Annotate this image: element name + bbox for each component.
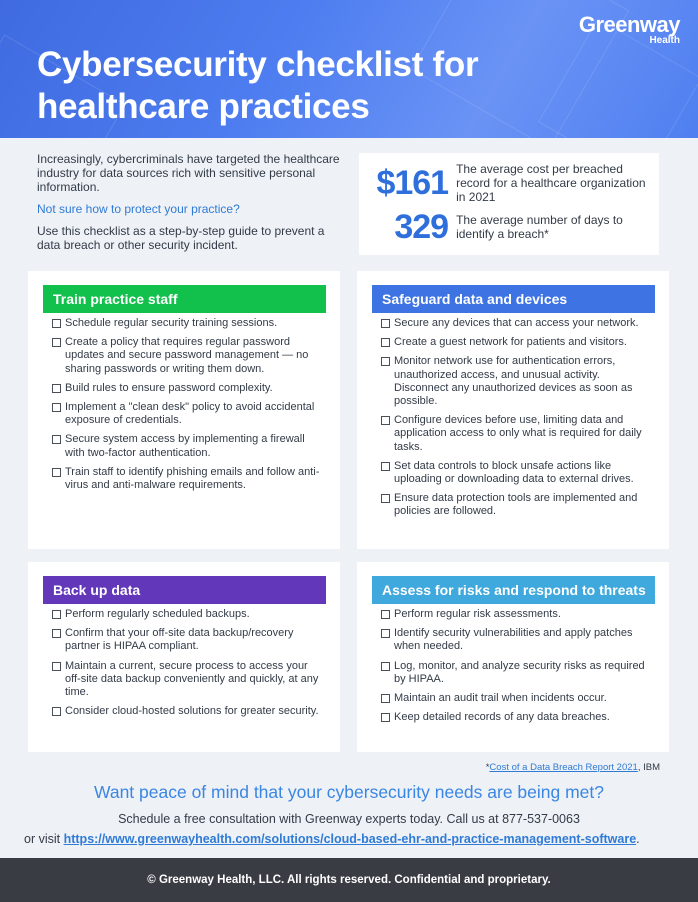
- checklist-item: [381, 711, 653, 724]
- checkbox[interactable]: [381, 694, 390, 703]
- checkbox[interactable]: [381, 416, 390, 425]
- checklist-item: [52, 433, 324, 459]
- checklist-item-label: Identify security vulnerabilities and apply patches when needed.: [394, 627, 633, 653]
- checklist-item-label: Train staff to identify phishing emails and follow anti-virus and anti-malware requirements.: [65, 465, 320, 492]
- stats-box: [359, 153, 659, 255]
- stat-value: 329: [394, 207, 449, 246]
- card-safeguard-data: [357, 271, 669, 549]
- checklist-item-label: Log, monitor, and analyze security risks as required by HIPAA.: [394, 659, 645, 685]
- checkbox[interactable]: [381, 462, 390, 471]
- checklist-item: [52, 608, 324, 621]
- checklist-item: [52, 627, 324, 653]
- checklist-item: [52, 466, 324, 492]
- checkbox[interactable]: [52, 468, 61, 477]
- checklist-item: [381, 608, 653, 621]
- checklist-item: [52, 382, 324, 395]
- page-title: Cybersecurity checklist for healthcare practices: [37, 45, 479, 126]
- checkbox[interactable]: [52, 629, 61, 638]
- visit-suffix: .: [636, 832, 640, 846]
- checkbox[interactable]: [52, 707, 61, 716]
- greenway-logo[interactable]: [579, 12, 680, 46]
- checklist-item: [381, 414, 653, 454]
- checklist-item: [52, 336, 324, 376]
- card-train-staff: [28, 271, 340, 549]
- checkbox[interactable]: [52, 662, 61, 671]
- checklist: [40, 608, 328, 718]
- checklist-item-label: Schedule regular security training sessions.: [65, 317, 278, 329]
- visit-line: [24, 832, 640, 846]
- footer: [0, 858, 698, 902]
- checklist-item: [381, 317, 653, 330]
- checklist-item-label: Set data controls to block unsafe actions like uploading or downloading data to external drives.: [394, 459, 634, 486]
- stat-description: The average number of days to identify a breach*: [456, 213, 623, 241]
- copyright-text: © Greenway Health, LLC. All rights reserved. Confidential and proprietary.: [147, 874, 551, 886]
- schedule-text: Schedule a free consultation with Greenway experts today. Call us at 877-537-0063: [118, 812, 580, 826]
- checklist-item-label: Create a policy that requires regular password updates and secure password management — no sharing passwords or writing them down.: [65, 336, 309, 375]
- card-heading: Safeguard data and devices: [372, 285, 655, 313]
- stat-value: $161: [376, 163, 449, 202]
- website-link[interactable]: https://www.greenwayhealth.com/solutions/cloud-based-ehr-and-practice-management-software: [63, 832, 637, 846]
- checklist-item-label: Create a guest network for patients and visitors.: [394, 336, 627, 349]
- footnote-prefix: *: [485, 762, 490, 773]
- checklist-item-label: Maintain an audit trail when incidents occur.: [394, 692, 607, 705]
- checkbox[interactable]: [52, 610, 61, 619]
- card-heading: Train practice staff: [43, 285, 326, 313]
- checklist-item-label: Consider cloud-hosted solutions for greater security.: [65, 705, 319, 718]
- checklist: [369, 317, 657, 519]
- footnote: [486, 762, 660, 773]
- intro-section: [37, 152, 347, 260]
- card-heading: Back up data: [43, 576, 326, 604]
- checkbox[interactable]: [381, 494, 390, 503]
- checklist-item: [381, 355, 653, 408]
- checkbox[interactable]: [381, 357, 390, 366]
- checklist-item: [52, 660, 324, 700]
- checklist-item: [381, 460, 653, 486]
- logo-name: Greenway: [578, 12, 680, 37]
- checklist-item: [381, 336, 653, 349]
- checklist-item-label: Secure any devices that can access your network.: [394, 317, 639, 329]
- checklist-item: [52, 317, 324, 330]
- card-heading: Assess for risks and respond to threats: [372, 576, 655, 604]
- checkbox[interactable]: [381, 319, 390, 328]
- intro-question: Not sure how to protect your practice?: [37, 202, 240, 216]
- checkbox[interactable]: [381, 713, 390, 722]
- footnote-suffix: , IBM: [637, 762, 660, 773]
- checkbox[interactable]: [381, 662, 390, 671]
- checklist: [369, 608, 657, 724]
- checklist-item: [52, 705, 324, 718]
- cta-headline: Want peace of mind that your cybersecurity needs are being met?: [93, 782, 605, 802]
- footnote-link[interactable]: Cost of a Data Breach Report 2021: [489, 762, 638, 773]
- checklist-item-label: Configure devices before use, limiting data and application access to only what is required for daily tasks.: [394, 414, 642, 453]
- checklist-item-label: Implement a "clean desk" policy to avoid accidental exposure of credentials.: [65, 401, 315, 427]
- checklist-item-label: Perform regularly scheduled backups.: [65, 608, 250, 620]
- stat-description: The average cost per breached record for a healthcare organization in 2021: [456, 162, 646, 204]
- checklist-item: [52, 401, 324, 427]
- checklist-item: [381, 492, 653, 518]
- stat-item: [369, 205, 649, 249]
- intro-paragraph: Increasingly, cybercriminals have targeted the healthcare industry for data sources rich with sensitive personal information.: [37, 152, 340, 194]
- checkbox[interactable]: [52, 338, 61, 347]
- header-banner: [0, 0, 698, 138]
- checklist-item-label: Build rules to ensure password complexity.: [65, 381, 273, 394]
- checklist-item-label: Monitor network use for authentication errors, unauthorized access, and unusual activity. Disconnect any unauthorized devices as soon as possible.: [394, 355, 633, 408]
- checklist: [40, 317, 328, 492]
- stat-item: [369, 161, 649, 205]
- card-backup-data: [28, 562, 340, 752]
- checkbox[interactable]: [52, 403, 61, 412]
- intro-paragraph-2: Use this checklist as a step-by-step guide to prevent a data breach or other security incident.: [37, 224, 325, 252]
- visit-prefix: or visit: [24, 832, 64, 846]
- checkbox[interactable]: [381, 629, 390, 638]
- checklist-item-label: Secure system access by implementing a firewall with two-factor authentication.: [65, 433, 305, 459]
- logo-sub: Health: [649, 35, 680, 46]
- checklist-item: [381, 692, 653, 705]
- checklist-item-label: Perform regular risk assessments.: [394, 608, 561, 620]
- checkbox[interactable]: [381, 610, 390, 619]
- checkbox[interactable]: [381, 338, 390, 347]
- checklist-item-label: Maintain a current, secure process to access your off-site data backup conveniently and quickly, at any time.: [65, 659, 319, 699]
- checkbox[interactable]: [52, 384, 61, 393]
- checkbox[interactable]: [52, 319, 61, 328]
- checklist-item-label: Confirm that your off-site data backup/recovery partner is HIPAA compliant.: [65, 627, 294, 653]
- card-assess-risks: [357, 562, 669, 752]
- checkbox[interactable]: [52, 435, 61, 444]
- checklist-item: [381, 660, 653, 686]
- checklist-item-label: Keep detailed records of any data breaches.: [394, 711, 610, 724]
- checklist-item: [381, 627, 653, 653]
- checklist-item-label: Ensure data protection tools are implemented and policies are followed.: [394, 492, 638, 518]
